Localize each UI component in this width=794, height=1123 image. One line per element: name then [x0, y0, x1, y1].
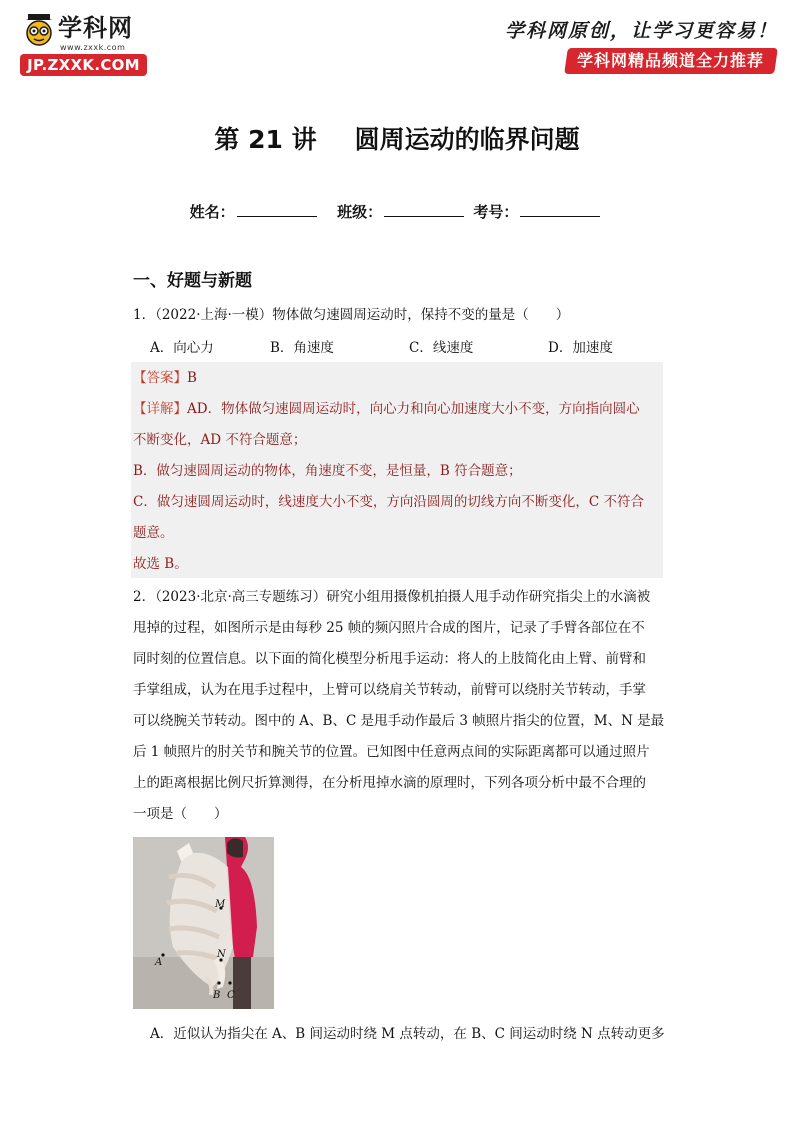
recommend-banner[interactable]: [564, 48, 778, 74]
exam-label: 考号：: [473, 203, 519, 221]
section-heading: 一、好题与新题: [133, 271, 252, 291]
detail-line: 不断变化，AD 不符合题意；: [133, 432, 307, 448]
detail-line: 故选 B。: [133, 556, 188, 572]
question-2-line: 2．（2023·北京·高三专题练习）研究小组用摄像机拍摄人甩手动作研究指尖上的水滴被: [133, 589, 651, 605]
mascot-icon: [22, 12, 56, 46]
point-a-label: A: [155, 957, 163, 968]
option-b: B．角速度: [270, 340, 334, 356]
recommend-label: 学科网精品频道全力推荐: [577, 51, 765, 70]
exam-number-field[interactable]: [520, 202, 600, 217]
question-2-option-a: A．近似认为指尖在 A、B 间运动时绕 M 点转动，在 B、C 间运动时绕 N 点转动更多: [150, 1026, 665, 1042]
detail-text: AD．物体做匀速圆周运动时，向心力和向心加速度大小不变，方向指向圆心: [187, 401, 640, 417]
detail-line: C．做匀速圆周运动时，线速度大小不变，方向沿圆周的切线方向不断变化，C 不符合: [133, 494, 644, 510]
question-2-line: 同时刻的位置信息。以下面的简化模型分析甩手运动：将人的上肢简化由上臂、前臂和: [133, 651, 646, 667]
question-2-line: 后 1 帧照片的肘关节和腕关节的位置。已知图中任意两点间的实际距离都可以通过照片: [133, 744, 650, 760]
class-field[interactable]: [384, 202, 464, 217]
detail-line: [133, 399, 640, 419]
answer-value: B: [187, 370, 197, 386]
detail-line: B．做匀速圆周运动的物体，角速度不变，是恒量，B 符合题意；: [133, 463, 522, 479]
answer-line: [133, 368, 197, 388]
question-1-stem: 1．（2022·上海·一模）物体做匀速圆周运动时，保持不变的量是（ ）: [133, 307, 570, 323]
question-1-options: [150, 336, 670, 356]
class-label: 班级：: [337, 203, 383, 221]
point-n-label: N: [217, 949, 226, 960]
question-2-line: 手掌组成，认为在甩手过程中，上臂可以绕肩关节转动，前臂可以绕肘关节转动，手掌: [133, 682, 646, 698]
answer-label: 【答案】: [133, 370, 187, 386]
option-c: C．线速度: [409, 340, 474, 356]
logo-domain: www.zxxk.com: [60, 43, 126, 52]
arm-swing-photo: [133, 837, 274, 1009]
answer-box: [131, 362, 663, 578]
logo-name: 学科网: [58, 14, 133, 42]
page-title: [0, 120, 794, 156]
name-label: 姓名：: [189, 203, 235, 221]
option-d: D．加速度: [548, 340, 613, 356]
lecture-topic: 圆周运动的临界问题: [354, 125, 580, 154]
name-field[interactable]: [237, 202, 317, 217]
logo-badge[interactable]: JP.ZXXK.COM: [20, 54, 147, 76]
lecture-number: 第 21 讲: [214, 125, 317, 154]
student-info: [0, 201, 794, 222]
slogan: 学科网原创，让学习更容易！: [504, 20, 778, 42]
point-m-label: M: [215, 899, 226, 910]
question-2-line: 可以绕腕关节转动。图中的 A、B、C 是甩手动作最后 3 帧照片指尖的位置，M、N 是最: [133, 713, 665, 729]
question-2-line: 甩掉的过程，如图所示是由每秒 25 帧的频闪照片合成的图片，记录了手臂各部位在不: [133, 620, 645, 636]
question-2-line: 上的距离根据比例尺折算测得，在分析甩掉水滴的原理时，下列各项分析中最不合理的: [133, 775, 646, 791]
detail-line: 题意。: [133, 525, 174, 541]
point-b-label: B: [213, 990, 221, 1001]
option-a: A．向心力: [150, 340, 214, 356]
site-logo[interactable]: [20, 12, 148, 78]
point-c-label: C: [227, 990, 235, 1001]
detail-label: 【详解】: [133, 401, 187, 417]
question-2-line: 一项是（ ）: [133, 806, 228, 822]
